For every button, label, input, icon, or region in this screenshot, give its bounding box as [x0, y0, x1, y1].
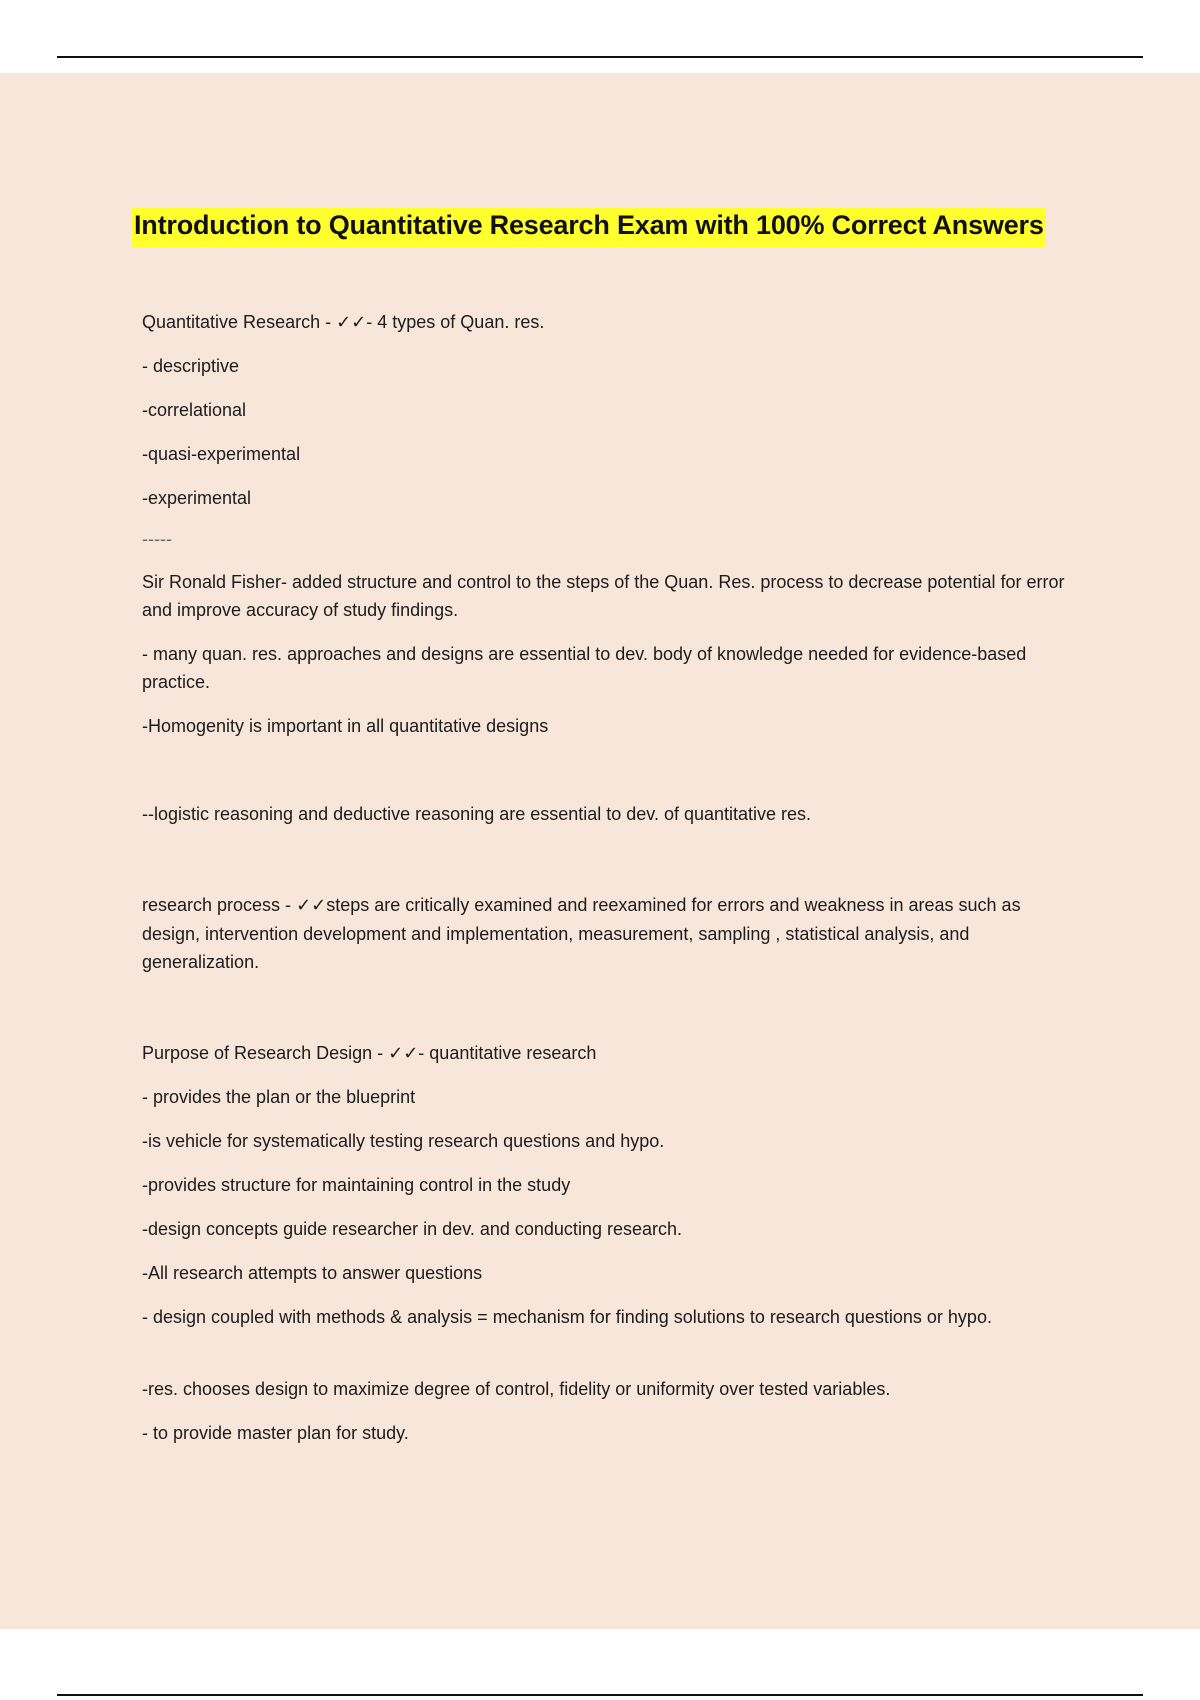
list-item: -experimental [142, 488, 252, 508]
document-title: Introduction to Quantitative Research Exam with 100% Correct Answers [132, 208, 1046, 247]
list-item: -correlational [142, 400, 247, 420]
term: research process - [142, 895, 297, 915]
list-item: -quasi-experimental [142, 444, 301, 464]
qa-question-research-process [142, 891, 1072, 976]
check-mark-icon: ✓✓ [388, 1043, 419, 1064]
qa-question-quantitative-research [142, 308, 1072, 337]
list-item: -is vehicle for systematically testing research questions and hypo. [142, 1131, 665, 1151]
list-item: -design concepts guide researcher in dev. and conducting research. [142, 1219, 682, 1239]
paragraph: Sir Ronald Fisher- added structure and control to the steps of the Quan. Res. process to decrease potential for error and improve accuracy of study findings. [142, 572, 1065, 620]
list-item: - to provide master plan for study. [142, 1423, 409, 1443]
separator-text: ----- [142, 529, 172, 549]
qa-question-purpose-of-research-design [142, 1039, 1072, 1068]
list-item: - provides the plan or the blueprint [142, 1087, 416, 1107]
check-mark-icon: ✓✓ [296, 895, 327, 916]
list-item: -All research attempts to answer questions [142, 1263, 483, 1283]
header-rule [57, 56, 1143, 58]
document-page [0, 73, 1200, 1629]
list-item: - descriptive [142, 356, 240, 376]
term: Purpose of Research Design - [142, 1043, 389, 1063]
answer: steps are critically examined and reexamined for errors and weakness in areas such as design, intervention development and implementation, measurement, sampling , statistical analysis, and generalization. [142, 895, 1021, 972]
answer: - quantitative research [418, 1043, 597, 1063]
list-item: -res. chooses design to maximize degree of control, fidelity or uniformity over tested variables. [142, 1379, 891, 1399]
check-mark-icon: ✓✓ [336, 312, 367, 333]
paragraph: - many quan. res. approaches and designs are essential to dev. body of knowledge needed for evidence-based practice. [142, 644, 1027, 692]
list-item: -provides structure for maintaining control in the study [142, 1175, 571, 1195]
paragraph: -Homogenity is important in all quantitative designs [142, 716, 549, 736]
footer-rule [57, 1694, 1143, 1696]
term: Quantitative Research - [142, 312, 337, 332]
answer: - 4 types of Quan. res. [366, 312, 545, 332]
paragraph: --logistic reasoning and deductive reasoning are essential to dev. of quantitative res. [142, 804, 812, 824]
list-item: - design coupled with methods & analysis = mechanism for finding solutions to research questions or hypo. [142, 1307, 992, 1327]
